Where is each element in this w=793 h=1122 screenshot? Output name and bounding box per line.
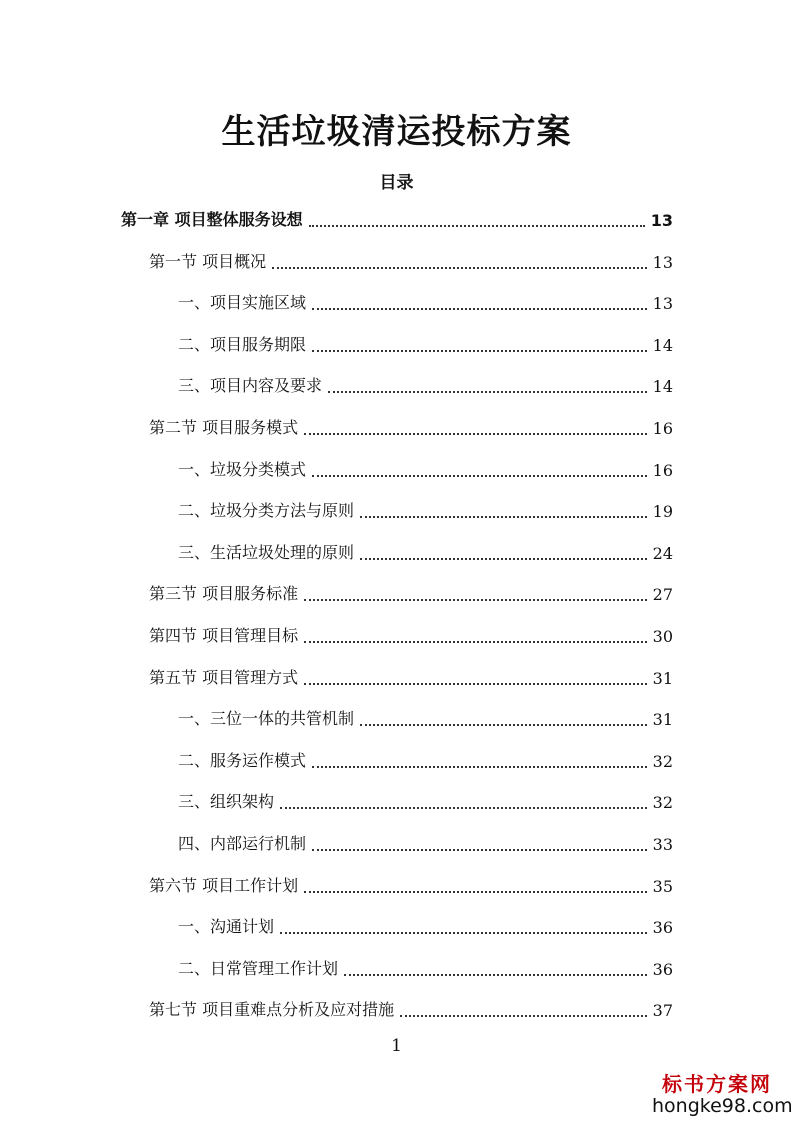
toc-entry-label: 一、项目实施区域 — [178, 293, 307, 313]
toc-entry[interactable] — [149, 242, 673, 272]
watermark-brand: 标书方案网 — [662, 1072, 772, 1096]
toc-entry-label: 第二节 项目服务模式 — [149, 418, 299, 437]
toc-leader-dots — [360, 516, 647, 518]
toc-leader-dots — [312, 350, 647, 352]
toc-entry-label: 第六节 项目工作计划 — [149, 875, 299, 895]
toc-entry-page: 30 — [652, 627, 673, 646]
toc-entry-page: 31 — [652, 710, 673, 730]
toc-leader-dots — [312, 849, 647, 851]
toc-entry[interactable] — [149, 408, 673, 438]
toc-entry-label: 一、三位一体的共管机制 — [178, 709, 355, 729]
toc-leader-dots — [312, 766, 647, 768]
toc-entry[interactable] — [178, 741, 673, 771]
toc-entry-page: 13 — [652, 294, 673, 314]
toc-entry[interactable] — [149, 574, 673, 604]
toc-entry[interactable] — [149, 866, 673, 896]
toc-leader-dots — [312, 308, 647, 310]
toc-entry-label: 二、项目服务期限 — [178, 334, 307, 354]
toc-entry-label: 第一节 项目概况 — [149, 251, 267, 271]
toc-entry-page: 16 — [652, 419, 673, 438]
toc-entry[interactable] — [178, 824, 673, 854]
toc-entry-page: 32 — [652, 793, 673, 813]
toc-entry-page: 16 — [652, 460, 673, 480]
toc-leader-dots — [400, 1015, 647, 1017]
toc-leader-dots — [312, 475, 647, 477]
toc-entry[interactable] — [178, 366, 673, 396]
toc-leader-dots — [280, 932, 647, 934]
toc-entry-page: 13 — [652, 252, 673, 272]
toc-leader-dots — [280, 807, 647, 809]
toc-entry-page: 36 — [652, 959, 673, 979]
document-title: 生活垃圾清运投标方案 — [221, 112, 572, 152]
toc-heading: 目录 — [379, 173, 414, 193]
toc-entry-label: 三、项目内容及要求 — [178, 376, 323, 396]
toc-entry-label: 第一章 项目整体服务设想 — [121, 210, 303, 229]
toc-leader-dots — [272, 267, 647, 269]
toc-entry-page: 24 — [652, 543, 673, 563]
toc-entry[interactable] — [178, 782, 673, 812]
toc-entry-page: 33 — [652, 835, 673, 854]
toc-entry-page: 37 — [652, 1001, 673, 1021]
toc-leader-dots — [360, 724, 647, 726]
toc-entry[interactable] — [178, 325, 673, 355]
toc-leader-dots — [360, 558, 647, 560]
toc-entry[interactable] — [178, 450, 673, 480]
toc-entry-page: 14 — [652, 377, 673, 397]
toc-entry[interactable] — [178, 283, 673, 313]
toc-entry-label: 二、日常管理工作计划 — [178, 958, 339, 978]
toc-entry[interactable] — [121, 200, 673, 230]
toc-entry[interactable] — [178, 533, 673, 563]
toc-entry-label: 一、垃圾分类模式 — [178, 459, 307, 479]
toc-entry-page: 13 — [650, 211, 673, 230]
toc-leader-dots — [304, 683, 647, 685]
watermark-logo — [652, 1068, 793, 1117]
toc-leader-dots — [304, 599, 647, 601]
toc-entry-page: 35 — [652, 876, 673, 896]
toc-entry-label: 第三节 项目服务标准 — [149, 584, 299, 604]
toc-entry-label: 二、服务运作模式 — [178, 750, 307, 770]
toc-entry-label: 第四节 项目管理目标 — [149, 626, 299, 645]
toc-leader-dots — [304, 433, 647, 435]
toc-entry-page: 27 — [652, 585, 673, 605]
toc-entry[interactable] — [178, 949, 673, 979]
toc-leader-dots — [344, 974, 647, 976]
toc-entry[interactable] — [178, 907, 673, 937]
toc-leader-dots — [309, 225, 645, 227]
toc-entry[interactable] — [149, 616, 673, 646]
toc-entry-page: 36 — [652, 918, 673, 938]
toc-entry-label: 四、内部运行机制 — [178, 834, 307, 853]
toc-entry-label: 二、垃圾分类方法与原则 — [178, 501, 355, 521]
toc-entry-page: 14 — [652, 335, 673, 355]
toc-entry-label: 三、生活垃圾处理的原则 — [178, 542, 355, 562]
toc-entry[interactable] — [149, 990, 673, 1020]
toc-leader-dots — [304, 891, 647, 893]
watermark-url: hongke98.com — [652, 1095, 793, 1117]
toc-entry-label: 一、沟通计划 — [178, 917, 275, 937]
toc-leader-dots — [304, 641, 647, 643]
toc-leader-dots — [328, 391, 647, 393]
toc-entry-label: 第七节 项目重难点分析及应对措施 — [149, 1000, 395, 1020]
toc-entry-page: 19 — [652, 502, 673, 522]
toc-entry-label: 三、组织架构 — [178, 792, 275, 812]
page-number: 1 — [391, 1036, 402, 1056]
toc-entry[interactable] — [178, 699, 673, 729]
toc-entry-label: 第五节 项目管理方式 — [149, 667, 299, 687]
toc-entry-page: 31 — [652, 668, 673, 688]
toc-entry[interactable] — [149, 658, 673, 688]
toc-entry[interactable] — [178, 491, 673, 521]
toc-entry-page: 32 — [652, 751, 673, 771]
